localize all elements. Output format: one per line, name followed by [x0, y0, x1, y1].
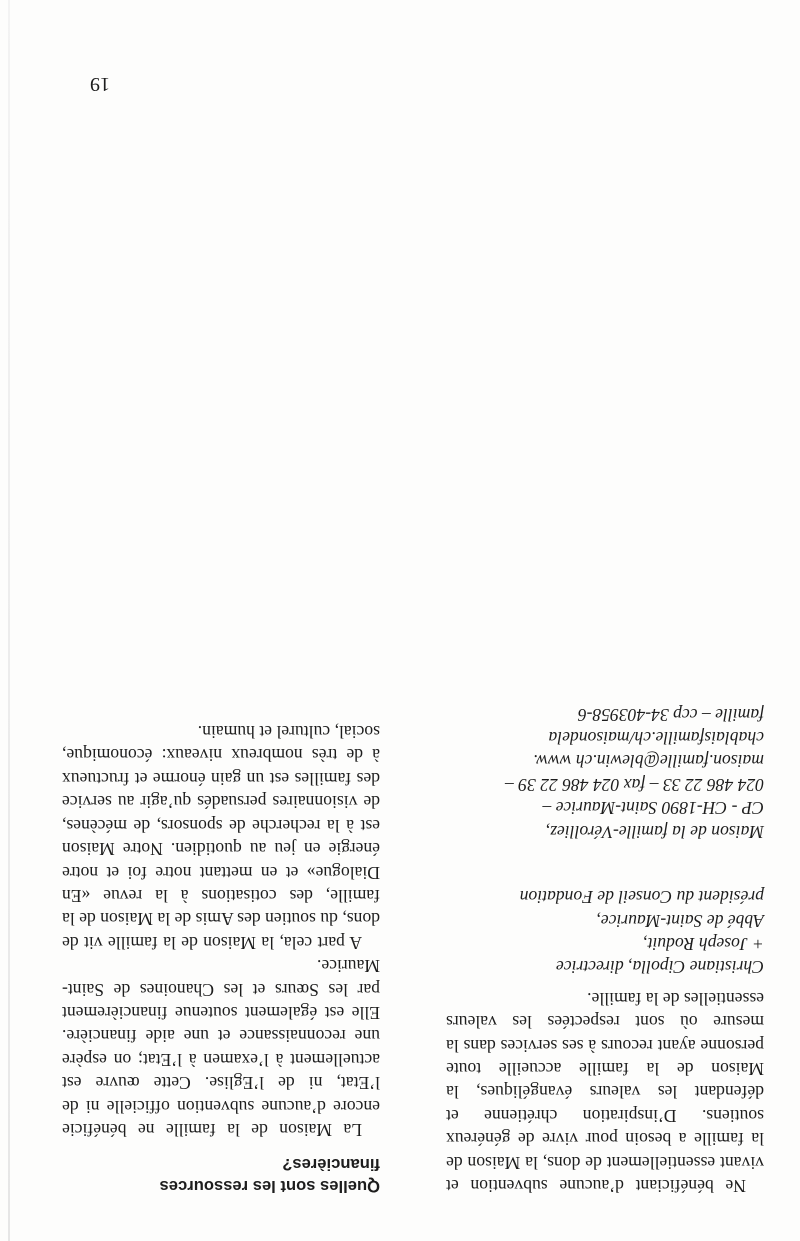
- page-edge-shadow: [8, 0, 10, 1241]
- intro-paragraph: Ne bénéficiant d’aucune subvention et vivant essentiellement de dons, la Maison de la famille a besoin pour vivre de généreux soutiens. D’inspiration chrétienne et défendant les valeurs évangéliques, la Maison de la famille accueille toute personne ayant recours à ses services dans la mesure où sont respectées les valeurs essentielles de la famille.: [446, 988, 764, 1196]
- address-line: maison.famille@blewin.ch www.: [533, 751, 764, 772]
- signature-name: + Joseph Roduit,: [643, 933, 764, 954]
- right-column: [62, 720, 380, 1197]
- signature-role: président du Conseil de Fondation: [519, 887, 764, 908]
- left-column: [446, 702, 764, 1197]
- page-number: 19: [90, 73, 110, 95]
- address-line: Maison de la famille-Vérolliez,: [545, 821, 764, 842]
- section-heading: Quelles sont les ressources financières?: [159, 1155, 380, 1196]
- address-line: chablaisfamille.ch/maisondela: [548, 728, 764, 749]
- signature-title: Abbé de Saint-Maurice,: [596, 910, 764, 931]
- address-line: CP - CH-1890 Saint-Maurice –: [542, 798, 764, 819]
- body-paragraph: La Maison de la famille ne bénéficie encore d’aucune subvention officielle ni de l’Etat, ni de l’Eglise. Cette œuvre est actuellement à l’examen à l’Etat; on espère une reconnaissance et une aide financière. Elle est également soutenue financièrement par les Sœurs et les Chanoines de Saint-Maurice.: [62, 956, 380, 1140]
- signature-director: Christiane Cipolla, directrice: [555, 957, 764, 978]
- address-line: 024 486 22 33 – fax 024 486 22 39 –: [504, 774, 764, 795]
- body-paragraph: A part cela, la Maison de la famille vit de dons, du soutien des Amis de la Maison de la famille, des cotisations à la revue «En Dialogue» et en mettant notre foi et notre énergie en jeu au quotidien. Notre Maison est à la recherche de sponsors, de mécènes, de visionnaires persuadés qu’agir au service des familles est un gain énorme et fructueux à de très nombreux niveaux: économique, social, culturel et humain.: [62, 722, 380, 953]
- address-line: famille – ccp 34-403958-6: [577, 704, 764, 725]
